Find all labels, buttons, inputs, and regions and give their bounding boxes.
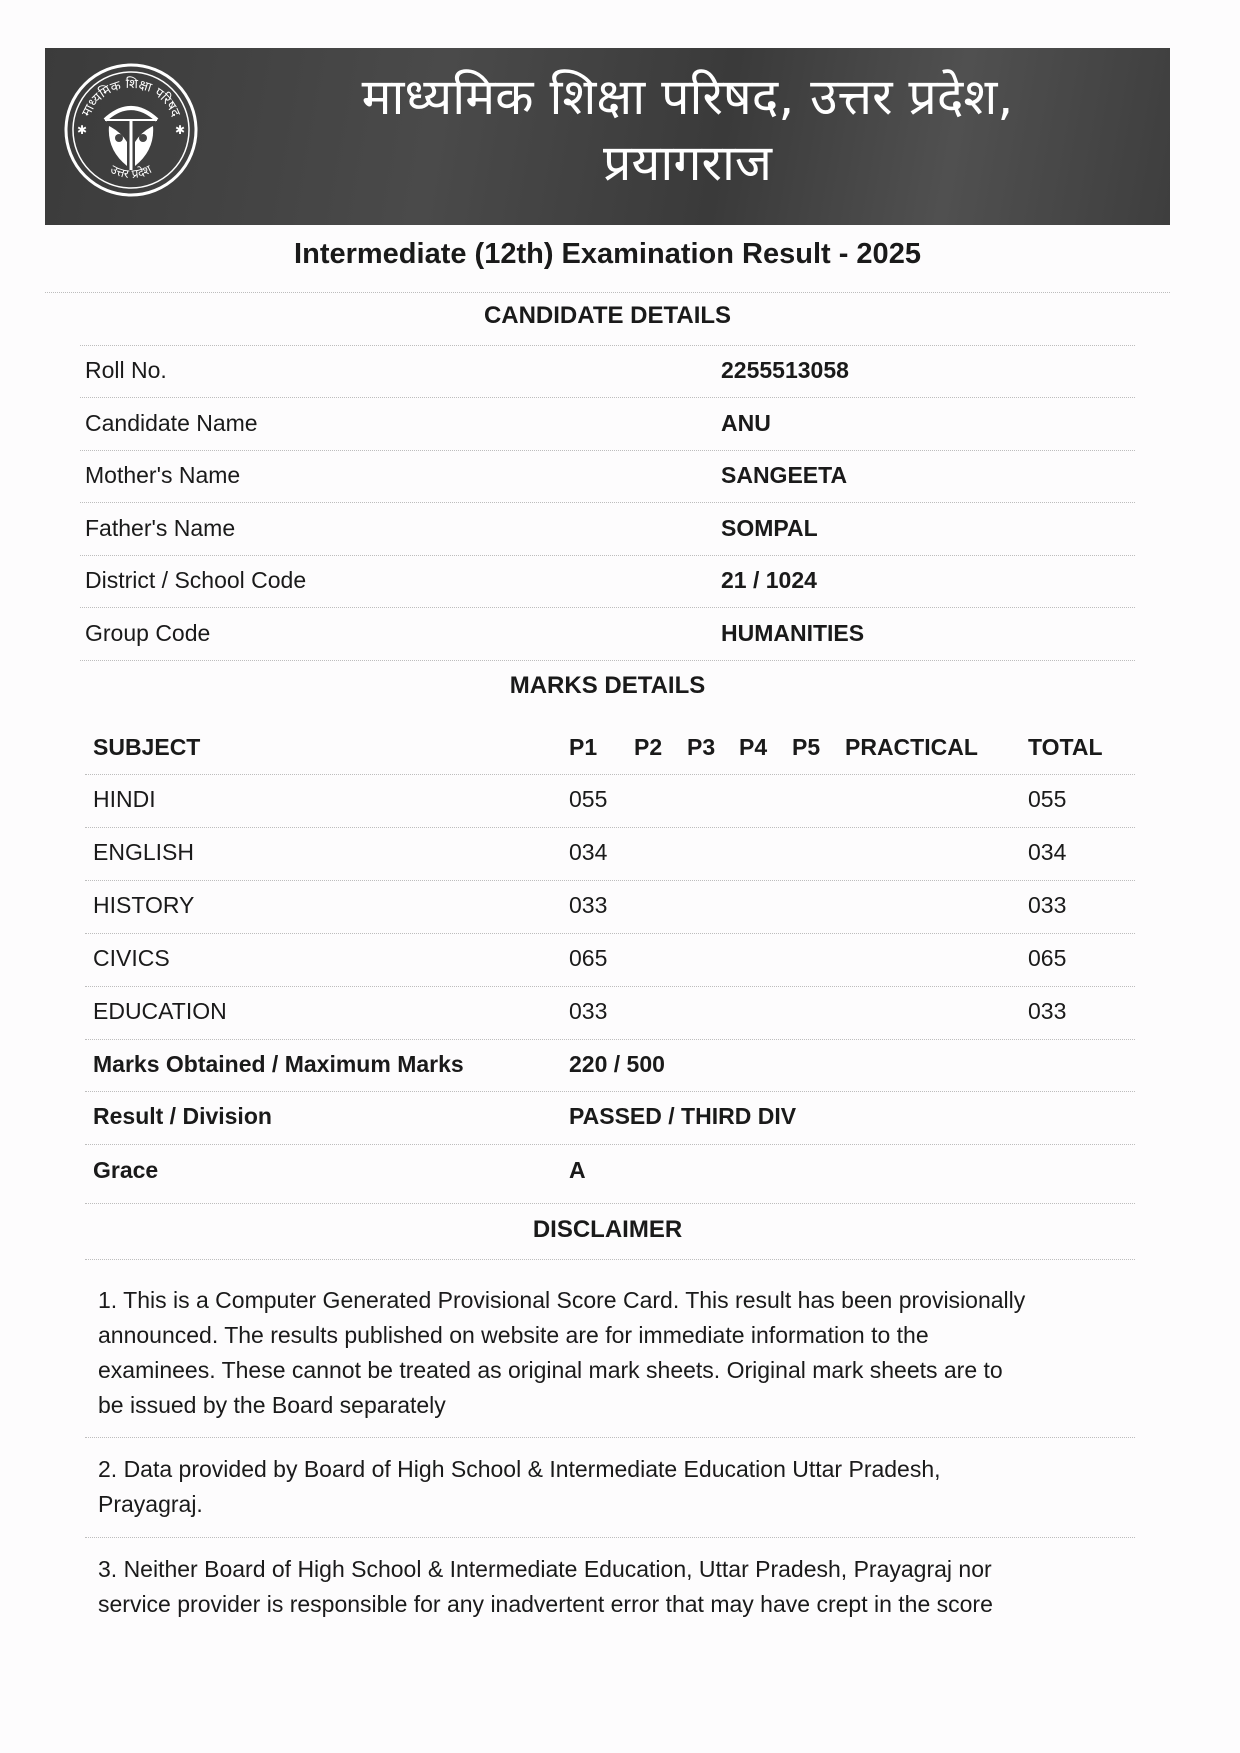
summary-label: Result / Division xyxy=(93,1103,272,1129)
disclaimer-line: examinees. These cannot be treated as original mark sheets. Original mark sheets are to xyxy=(98,1357,1003,1383)
emblem-bottom-text: उत्तर प्रदेश xyxy=(108,162,154,182)
total-cell: 065 xyxy=(1028,945,1067,971)
svg-text:✱: ✱ xyxy=(77,123,88,137)
divider xyxy=(85,1537,1135,1538)
disclaimer-item xyxy=(98,1452,1128,1522)
divider xyxy=(80,502,1135,503)
divider xyxy=(85,1144,1135,1145)
field-value: ANU xyxy=(721,410,771,436)
candidate-details-title: CANDIDATE DETAILS xyxy=(483,302,732,329)
p1-cell: 033 xyxy=(569,892,608,918)
candidate-field-row xyxy=(85,357,1135,387)
exam-title: Intermediate (12th) Examination Result - 2025 xyxy=(294,238,921,270)
column-header: PRACTICAL xyxy=(845,734,978,760)
column-header: TOTAL xyxy=(1028,734,1103,760)
disclaimer-item xyxy=(98,1552,1128,1622)
board-name xyxy=(245,64,1130,196)
subject-cell: CIVICS xyxy=(93,945,170,971)
disclaimer-line: 1. This is a Computer Generated Provisional Score Card. This result has been provisionally xyxy=(98,1287,1026,1313)
disclaimer-line: be issued by the Board separately xyxy=(98,1392,446,1418)
summary-row-result xyxy=(93,1103,1133,1133)
p1-cell: 065 xyxy=(569,945,608,971)
divider xyxy=(80,607,1135,608)
subject-cell: ENGLISH xyxy=(93,839,194,865)
disclaimer-line: 3. Neither Board of High School & Intermediate Education, Uttar Pradesh, Prayagraj nor xyxy=(98,1556,992,1582)
disclaimer-item xyxy=(98,1283,1128,1423)
field-label: Candidate Name xyxy=(85,410,258,436)
board-name-line2: प्रयागराज xyxy=(602,134,773,192)
field-label: Group Code xyxy=(85,620,211,646)
disclaimer-line: announced. The results published on website are for immediate information to the xyxy=(98,1322,929,1348)
candidate-field-row xyxy=(85,410,1135,440)
table-row xyxy=(93,786,1133,816)
table-row xyxy=(93,998,1133,1028)
divider xyxy=(85,1203,1135,1204)
summary-label: Grace xyxy=(93,1157,159,1183)
divider xyxy=(85,1437,1135,1438)
divider xyxy=(80,397,1135,398)
column-header: P2 xyxy=(634,734,663,760)
candidate-field-row xyxy=(85,567,1135,597)
board-name-line1: माध्यमिक शिक्षा परिषद, उत्तर प्रदेश, xyxy=(361,68,1014,126)
divider xyxy=(85,1091,1135,1092)
summary-value: A xyxy=(569,1157,586,1183)
subject-cell: HINDI xyxy=(93,786,156,812)
divider xyxy=(80,660,1135,661)
column-header: P4 xyxy=(739,734,768,760)
field-value: SOMPAL xyxy=(721,515,818,541)
field-value: SANGEETA xyxy=(721,462,848,488)
disclaimer-line: Prayagraj. xyxy=(98,1491,203,1517)
column-header: P1 xyxy=(569,734,598,760)
disclaimer-line: service provider is responsible for any inadvertent error that may have crept in the score xyxy=(98,1591,993,1617)
field-label: Mother's Name xyxy=(85,462,241,488)
divider xyxy=(85,933,1135,934)
divider xyxy=(85,827,1135,828)
divider xyxy=(80,555,1135,556)
candidate-field-row xyxy=(85,515,1135,545)
divider xyxy=(85,1039,1135,1040)
field-label: Roll No. xyxy=(85,357,167,383)
divider xyxy=(85,1259,1135,1260)
column-header: SUBJECT xyxy=(93,734,201,760)
marks-header-row xyxy=(93,734,1133,764)
marks-details-title: MARKS DETAILS xyxy=(509,672,706,699)
summary-row-marks xyxy=(93,1051,1133,1081)
disclaimer-title: DISCLAIMER xyxy=(532,1216,683,1243)
p1-cell: 055 xyxy=(569,786,608,812)
total-cell: 033 xyxy=(1028,998,1067,1024)
divider xyxy=(85,774,1135,775)
summary-row-grace xyxy=(93,1157,1133,1187)
p1-cell: 033 xyxy=(569,998,608,1024)
summary-value: 220 / 500 xyxy=(569,1051,665,1077)
p1-cell: 034 xyxy=(569,839,608,865)
table-row xyxy=(93,945,1133,975)
summary-label: Marks Obtained / Maximum Marks xyxy=(93,1051,464,1077)
up-board-emblem-icon xyxy=(63,62,199,198)
disclaimer-line: 2. Data provided by Board of High School & Intermediate Education Uttar Pradesh, xyxy=(98,1456,941,1482)
svg-text:माध्यमिक शिक्षा परिषद xyxy=(79,76,183,120)
column-header: P5 xyxy=(792,734,821,760)
field-value: 2255513058 xyxy=(721,357,849,383)
subject-cell: HISTORY xyxy=(93,892,195,918)
field-value: 21 / 1024 xyxy=(721,567,817,593)
summary-value: PASSED / THIRD DIV xyxy=(569,1103,797,1129)
column-header: P3 xyxy=(687,734,716,760)
field-label: District / School Code xyxy=(85,567,307,593)
table-row xyxy=(93,839,1133,869)
total-cell: 055 xyxy=(1028,786,1067,812)
total-cell: 034 xyxy=(1028,839,1067,865)
total-cell: 033 xyxy=(1028,892,1067,918)
svg-text:✱: ✱ xyxy=(175,123,186,137)
divider xyxy=(45,292,1170,293)
header-banner xyxy=(45,48,1170,225)
emblem-top-text: माध्यमिक शिक्षा परिषद xyxy=(79,76,183,120)
divider xyxy=(80,345,1135,346)
table-row xyxy=(93,892,1133,922)
divider xyxy=(85,986,1135,987)
divider xyxy=(85,880,1135,881)
field-label: Father's Name xyxy=(85,515,236,541)
divider xyxy=(80,450,1135,451)
field-value: HUMANITIES xyxy=(721,620,865,646)
candidate-field-row xyxy=(85,620,1135,650)
subject-cell: EDUCATION xyxy=(93,998,227,1024)
candidate-field-row xyxy=(85,462,1135,492)
